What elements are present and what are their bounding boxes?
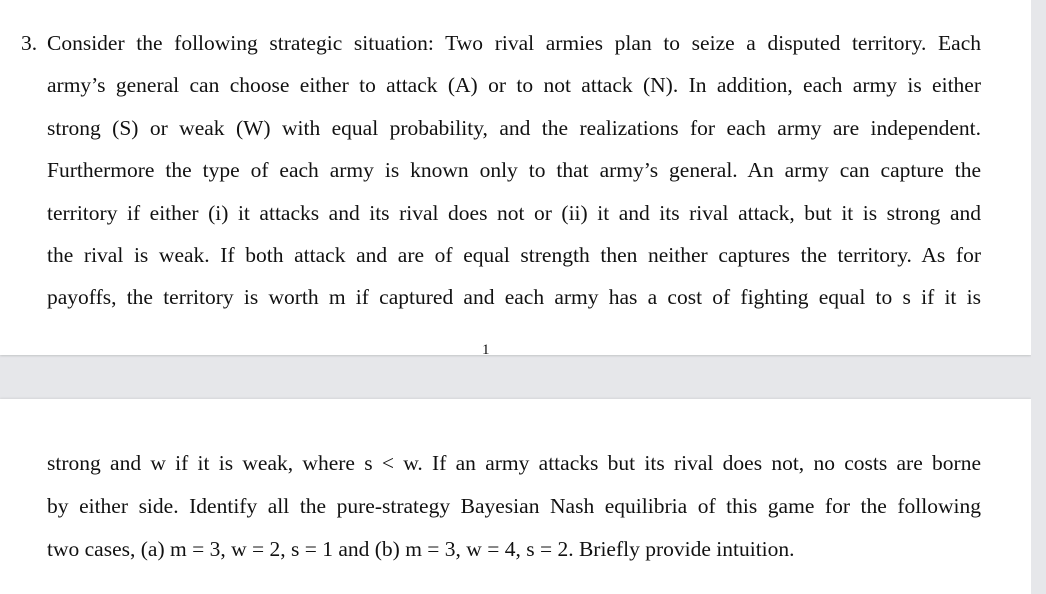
text-line: strong and w if it is weak, where s < w. If an army attacks but its rival does not, no costs are borne — [47, 451, 981, 475]
text-line: Furthermore the type of each army is known only to that army’s general. An army can capture the — [47, 158, 981, 182]
text-line: territory if either (i) it attacks and its rival does not or (ii) it and its rival attack, but it is strong and — [47, 201, 981, 225]
text-line: the rival is weak. If both attack and are of equal strength then neither captures the territory. As for — [47, 243, 981, 267]
text-line: two cases, (a) m = 3, w = 2, s = 1 and (b) m = 3, w = 4, s = 2. Briefly provide intuition. — [47, 537, 795, 561]
text-line: army’s general can choose either to attack (A) or to not attack (N). In addition, each army is either — [47, 73, 981, 97]
question-number: 3. — [21, 31, 38, 55]
document-page-2 — [0, 399, 1031, 594]
text-line: strong (S) or weak (W) with equal probability, and the realizations for each army are independent. — [47, 116, 981, 140]
text-line: Consider the following strategic situation: Two rival armies plan to seize a disputed territory. Each — [47, 31, 981, 55]
page-number: 1 — [482, 342, 490, 358]
viewer-gutter — [1031, 0, 1046, 594]
text-line: payoffs, the territory is worth m if captured and each army has a cost of fighting equal to s if it is — [47, 285, 981, 309]
text-line: by either side. Identify all the pure-strategy Bayesian Nash equilibria of this game for the following — [47, 494, 981, 518]
